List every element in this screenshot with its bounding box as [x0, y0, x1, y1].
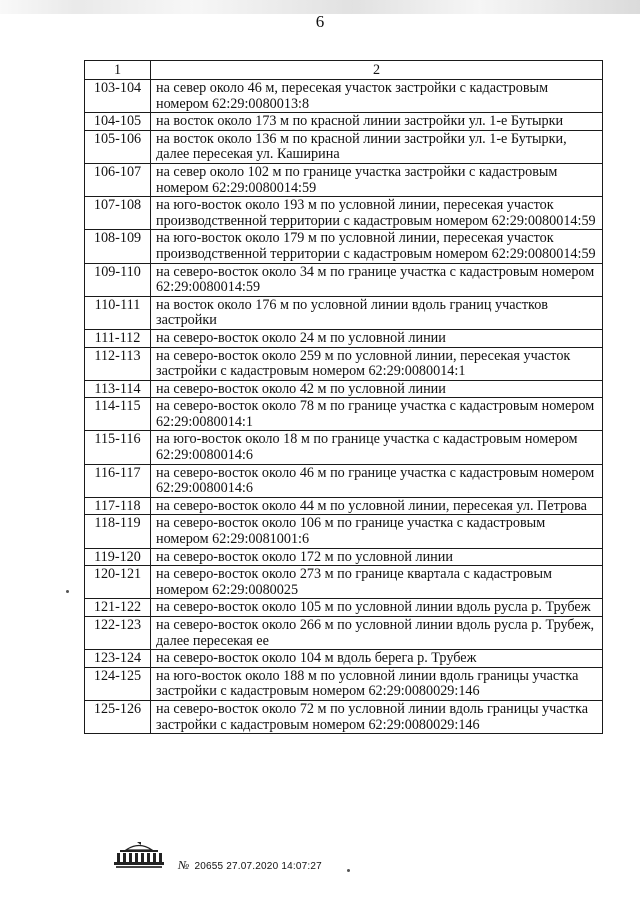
- table-row: [85, 548, 603, 566]
- table-row: [85, 398, 603, 431]
- description-cell: на северо-восток около 172 м по условной линии: [151, 548, 603, 566]
- description-cell: на северо-восток около 46 м по границе участка с кадастровым номером 62:29:0080014:6: [151, 464, 603, 497]
- table-row: [85, 80, 603, 113]
- page-number: 6: [315, 12, 325, 31]
- segment-cell: 117-118: [85, 497, 151, 515]
- segment-cell: 121-122: [85, 599, 151, 617]
- building-emblem-icon: [112, 840, 166, 870]
- table-row: [85, 497, 603, 515]
- segment-cell: 113-114: [85, 380, 151, 398]
- table-row: [85, 667, 603, 700]
- table-row: [85, 566, 603, 599]
- description-cell: на северо-восток около 104 м вдоль берега р. Трубеж: [151, 650, 603, 668]
- segment-cell: 108-109: [85, 230, 151, 263]
- table-row: [85, 431, 603, 464]
- segment-cell: 119-120: [85, 548, 151, 566]
- description-cell: на северо-восток около 106 м по границе участка с кадастровым номером 62:29:0081001:6: [151, 515, 603, 548]
- registration-number-datetime: 20655 27.07.2020 14:07:27: [194, 861, 322, 872]
- description-cell: на восток около 176 м по условной линии вдоль границ участков застройки: [151, 296, 603, 329]
- segment-cell: 124-125: [85, 667, 151, 700]
- segment-cell: 111-112: [85, 329, 151, 347]
- scan-speck: [347, 869, 350, 872]
- description-cell: на северо-восток около 78 м по границе участка с кадастровым номером 62:29:0080014:1: [151, 398, 603, 431]
- table-row: [85, 230, 603, 263]
- table-row: [85, 296, 603, 329]
- route-table: [84, 60, 603, 734]
- table-row: [85, 599, 603, 617]
- scan-speck: [66, 590, 69, 593]
- description-cell: на юго-восток около 179 м по условной линии, пересекая участок производственной территории с кадастровым номером 62:29:0080014:59: [151, 230, 603, 263]
- description-cell: на север около 102 м по границе участка застройки с кадастровым номером 62:29:0080014:59: [151, 163, 603, 196]
- column-header-1: 1: [85, 61, 151, 80]
- table-row: [85, 263, 603, 296]
- table-row: [85, 163, 603, 196]
- segment-cell: 112-113: [85, 347, 151, 380]
- table-row: [85, 700, 603, 733]
- table-row: [85, 113, 603, 131]
- segment-cell: 116-117: [85, 464, 151, 497]
- table-row: [85, 329, 603, 347]
- table-body: [85, 80, 603, 734]
- description-cell: на северо-восток около 105 м по условной линии вдоль русла р. Трубеж: [151, 599, 603, 617]
- description-cell: на юго-восток около 193 м по условной линии, пересекая участок производственной территории с кадастровым номером 62:29:0080014:59: [151, 197, 603, 230]
- segment-cell: 122-123: [85, 617, 151, 650]
- description-cell: на восток около 136 м по красной линии застройки ул. 1-е Бутырки, далее пересекая ул. Каширина: [151, 130, 603, 163]
- description-cell: на северо-восток около 72 м по условной линии вдоль границы участка застройки с кадастровым номером 62:29:0080029:146: [151, 700, 603, 733]
- number-sign: №: [178, 858, 190, 872]
- table-row: [85, 617, 603, 650]
- segment-cell: 105-106: [85, 130, 151, 163]
- segment-cell: 110-111: [85, 296, 151, 329]
- description-cell: на северо-восток около 266 м по условной линии вдоль русла р. Трубеж, далее пересекая ее: [151, 617, 603, 650]
- column-header-2: 2: [151, 61, 603, 80]
- segment-cell: 104-105: [85, 113, 151, 131]
- table-header-row: [85, 61, 603, 80]
- table-row: [85, 650, 603, 668]
- segment-cell: 118-119: [85, 515, 151, 548]
- table-row: [85, 515, 603, 548]
- table-row: [85, 380, 603, 398]
- description-cell: на северо-восток около 34 м по границе участка с кадастровым номером 62:29:0080014:59: [151, 263, 603, 296]
- segment-cell: 120-121: [85, 566, 151, 599]
- description-cell: на юго-восток около 18 м по границе участка с кадастровым номером 62:29:0080014:6: [151, 431, 603, 464]
- segment-cell: 123-124: [85, 650, 151, 668]
- segment-cell: 107-108: [85, 197, 151, 230]
- registration-stamp: [178, 858, 322, 873]
- description-cell: на северо-восток около 259 м по условной линии, пересекая участок застройки с кадастровым номером 62:29:0080014:1: [151, 347, 603, 380]
- description-cell: на северо-восток около 42 м по условной линии: [151, 380, 603, 398]
- segment-cell: 115-116: [85, 431, 151, 464]
- document-footer: [112, 840, 532, 880]
- description-cell: на северо-восток около 273 м по границе квартала с кадастровым номером 62:29:0080025: [151, 566, 603, 599]
- table-row: [85, 197, 603, 230]
- table-row: [85, 347, 603, 380]
- table-row: [85, 130, 603, 163]
- description-cell: на север около 46 м, пересекая участок застройки с кадастровым номером 62:29:0080013:8: [151, 80, 603, 113]
- segment-cell: 114-115: [85, 398, 151, 431]
- description-cell: на юго-восток около 188 м по условной линии вдоль границы участка застройки с кадастровым номером 62:29:0080029:146: [151, 667, 603, 700]
- segment-cell: 106-107: [85, 163, 151, 196]
- description-cell: на северо-восток около 24 м по условной линии: [151, 329, 603, 347]
- table-row: [85, 464, 603, 497]
- segment-cell: 109-110: [85, 263, 151, 296]
- description-cell: на северо-восток около 44 м по условной линии, пересекая ул. Петрова: [151, 497, 603, 515]
- segment-cell: 103-104: [85, 80, 151, 113]
- segment-cell: 125-126: [85, 700, 151, 733]
- description-cell: на восток около 173 м по красной линии застройки ул. 1-е Бутырки: [151, 113, 603, 131]
